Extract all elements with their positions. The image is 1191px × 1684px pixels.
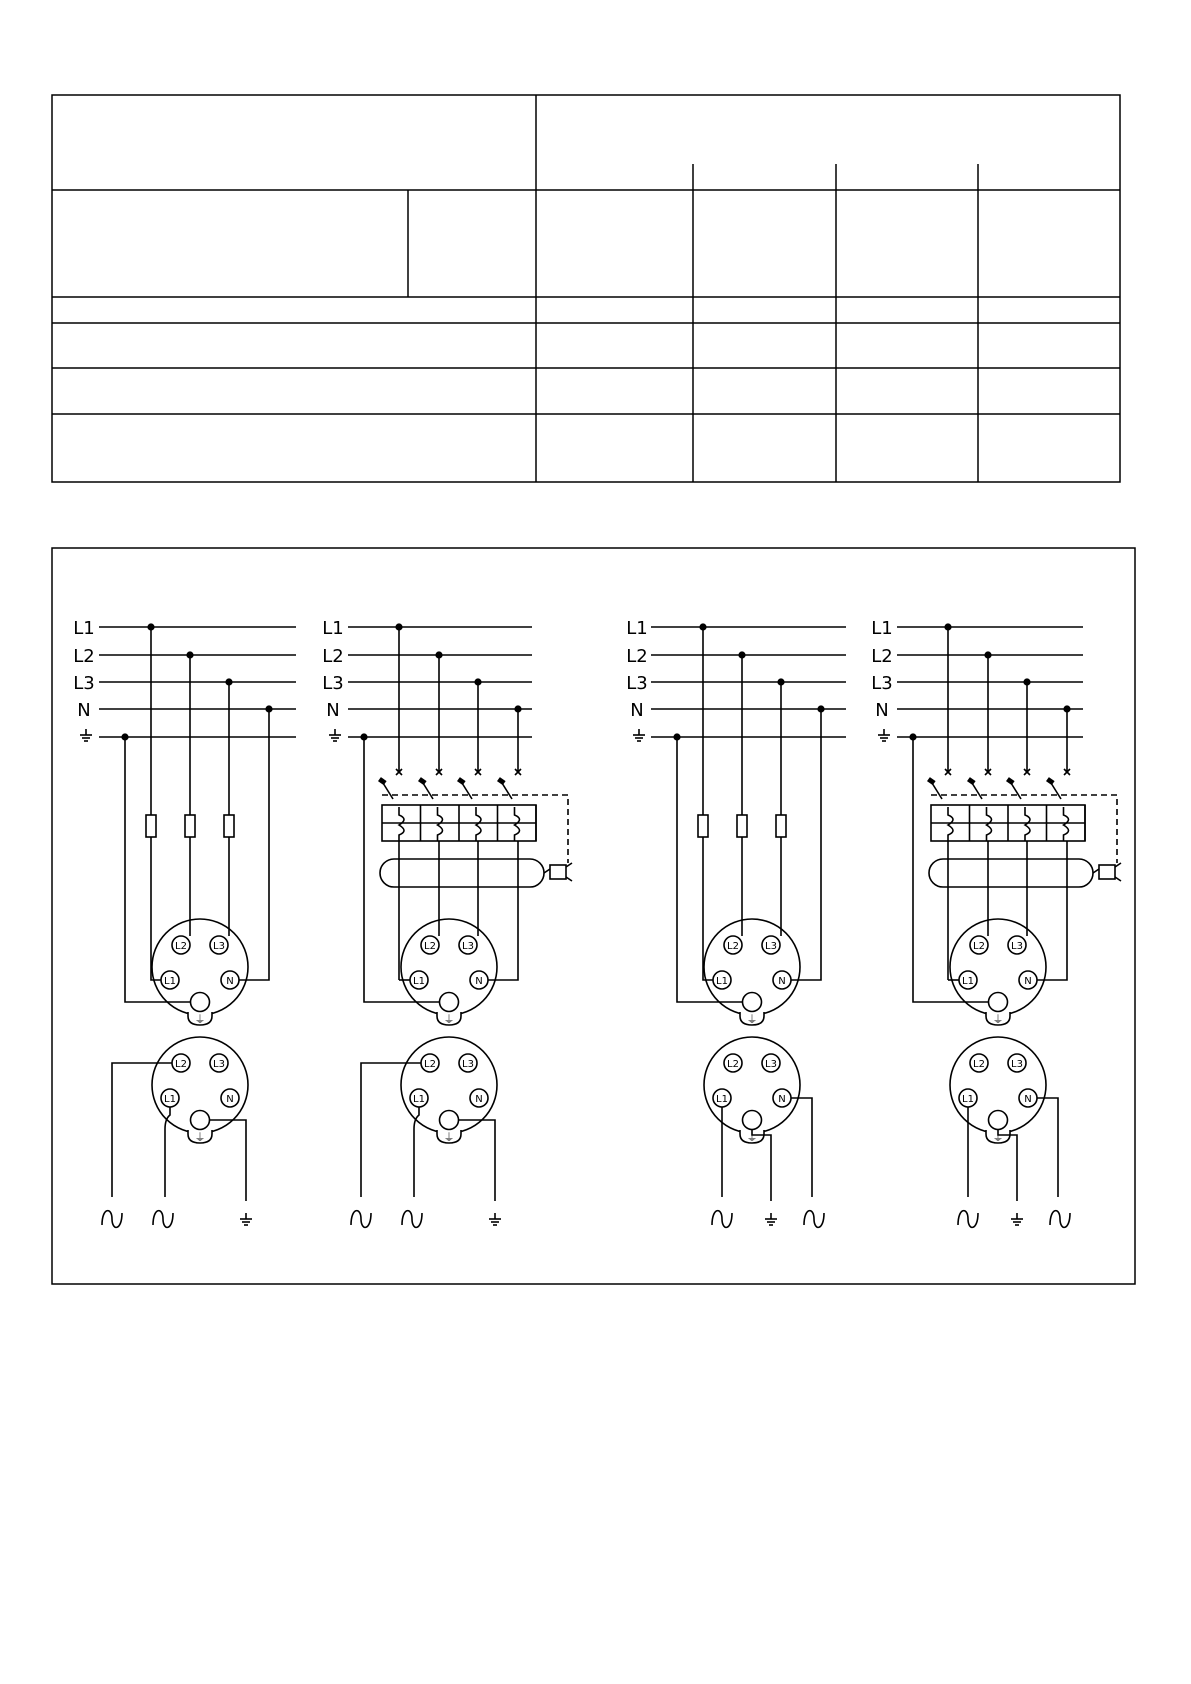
coil-trace: [987, 807, 992, 841]
ac-output-icon: [102, 1211, 122, 1228]
terminal-label: N: [778, 1094, 786, 1105]
ac-output-icon: [1050, 1211, 1070, 1228]
terminal-label: N: [226, 976, 234, 987]
rail-label: L2: [626, 646, 648, 667]
terminal-label: N: [475, 1094, 483, 1105]
fuse: [737, 815, 747, 837]
terminal-label: L1: [716, 1094, 728, 1105]
output-earth-icon: [1011, 1213, 1023, 1225]
current-transformer: [380, 859, 544, 887]
terminal-label: L1: [716, 976, 728, 987]
terminal-label: L3: [1011, 1059, 1023, 1070]
earth-pin-icon: ⏚: [443, 1131, 455, 1144]
rail-label: L1: [871, 618, 893, 639]
terminal-label: L2: [973, 941, 985, 952]
rail-label: L1: [73, 618, 95, 639]
terminal-label: L1: [413, 1094, 425, 1105]
plug: [704, 1037, 800, 1144]
trip-coil: [1099, 865, 1115, 879]
rail-label: N: [875, 700, 889, 721]
terminal-label: L1: [413, 976, 425, 987]
plug: [950, 1037, 1046, 1144]
socket-body: [704, 919, 800, 1015]
switch-blade: [462, 783, 472, 799]
neutral-wire: [239, 709, 269, 980]
ac-output-icon: [958, 1211, 978, 1228]
switch-handle: [457, 777, 466, 785]
terminal-label: L1: [962, 976, 974, 987]
terminal-label: L3: [213, 1059, 225, 1070]
table-frame: [52, 95, 1120, 482]
wiring-diagram-4: [871, 618, 1121, 1227]
terminal-label: L1: [962, 1094, 974, 1105]
ac-output-icon: [153, 1211, 173, 1228]
sine-wave: [102, 1211, 122, 1228]
rail-label: N: [630, 700, 644, 721]
coil-trace: [476, 807, 481, 841]
coil-trace: [948, 807, 953, 841]
socket-body: [950, 919, 1046, 1015]
switch-handle: [967, 777, 976, 785]
terminal-label: N: [778, 976, 786, 987]
coil-trace: [515, 807, 520, 841]
rail-label-earth-icon: [329, 729, 341, 741]
rail-label: L2: [322, 646, 344, 667]
rail-label: L3: [73, 673, 95, 694]
earth-pin-icon: ⏚: [194, 1131, 206, 1144]
rail-label: N: [77, 700, 91, 721]
terminal-label: L2: [175, 941, 187, 952]
terminal-label: L3: [1011, 941, 1023, 952]
output-earth-icon: [489, 1213, 501, 1225]
rail-label: N: [326, 700, 340, 721]
switch-blade: [932, 783, 942, 799]
coil-trace: [438, 807, 443, 841]
socket-body: [152, 919, 248, 1015]
earth-wire: [677, 737, 743, 1002]
neutral-wire: [791, 709, 821, 980]
ac-output-icon: [804, 1211, 824, 1228]
ac-output-icon: [712, 1211, 732, 1228]
terminal-label: L3: [213, 941, 225, 952]
earth-wire: [125, 737, 191, 1002]
terminal-label: L2: [973, 1059, 985, 1070]
coil-trace: [1025, 807, 1030, 841]
output-lead: [361, 1063, 421, 1197]
output-lead: [459, 1120, 496, 1201]
earth-pin-icon: ⏚: [992, 1131, 1004, 1144]
wiring-diagram-1: [73, 618, 296, 1227]
terminal-label: N: [1024, 1094, 1032, 1105]
terminal-label: L1: [164, 1094, 176, 1105]
rail-label: L1: [626, 618, 648, 639]
switch-handle: [927, 777, 936, 785]
switch-handle: [497, 777, 506, 785]
switch-blade: [502, 783, 512, 799]
neutral-wire: [1037, 841, 1067, 980]
wiring-diagram-panel: [51, 547, 1136, 1285]
fuse: [224, 815, 234, 837]
rail-label-earth-icon: [633, 729, 645, 741]
switch-blade: [1011, 783, 1021, 799]
terminal-label: L3: [765, 941, 777, 952]
wiring-diagram-3: [626, 618, 846, 1227]
earth-pin-icon: ⏚: [746, 1131, 758, 1144]
sine-wave: [958, 1211, 978, 1228]
switch-blade: [972, 783, 982, 799]
socket: [401, 919, 497, 1026]
rail-label-earth-icon: [878, 729, 890, 741]
switch-blade: [383, 783, 393, 799]
diagram-frame: [52, 548, 1135, 1284]
switch-handle: [1006, 777, 1015, 785]
socket: [704, 919, 800, 1026]
rail-label: L2: [871, 646, 893, 667]
sine-wave: [153, 1211, 173, 1228]
socket-body: [401, 919, 497, 1015]
terminal-label: N: [226, 1094, 234, 1105]
sine-wave: [402, 1211, 422, 1228]
switch-handle: [1046, 777, 1055, 785]
rail-label-earth-icon: [80, 729, 92, 741]
earth-pin-icon: ⏚: [992, 1013, 1004, 1026]
trip-coil: [550, 865, 566, 879]
earth-pin-icon: ⏚: [746, 1013, 758, 1026]
earth-pin-icon: ⏚: [194, 1013, 206, 1026]
terminal-label: L2: [424, 941, 436, 952]
plug: [152, 1037, 248, 1144]
plug-body: [704, 1037, 800, 1133]
terminal-label: L2: [175, 1059, 187, 1070]
fuse: [146, 815, 156, 837]
wiring-diagram-2: [322, 618, 572, 1227]
terminal-label: L1: [164, 976, 176, 987]
socket: [950, 919, 1046, 1026]
switch-handle: [378, 777, 387, 785]
spec-table: [51, 94, 1121, 483]
terminal-label: L2: [727, 1059, 739, 1070]
ac-output-icon: [351, 1211, 371, 1228]
fuse: [185, 815, 195, 837]
rail-label: L3: [322, 673, 344, 694]
neutral-wire: [488, 841, 518, 980]
output-earth-icon: [765, 1213, 777, 1225]
terminal-label: L3: [462, 1059, 474, 1070]
output-lead: [791, 1098, 812, 1197]
fuse: [698, 815, 708, 837]
plug: [401, 1037, 497, 1144]
rail-label: L2: [73, 646, 95, 667]
sine-wave: [804, 1211, 824, 1228]
output-lead: [210, 1120, 247, 1201]
switch-blade: [1051, 783, 1061, 799]
terminal-label: L2: [424, 1059, 436, 1070]
plug-body: [950, 1037, 1046, 1133]
rail-label: L3: [626, 673, 648, 694]
sine-wave: [712, 1211, 732, 1228]
coil-trace: [399, 807, 404, 841]
output-lead: [1037, 1098, 1058, 1197]
terminal-label: N: [1024, 976, 1032, 987]
terminal-label: L3: [462, 941, 474, 952]
terminal-label: N: [475, 976, 483, 987]
switch-blade: [423, 783, 433, 799]
terminal-label: L3: [765, 1059, 777, 1070]
output-earth-icon: [240, 1213, 252, 1225]
earth-pin-icon: ⏚: [443, 1013, 455, 1026]
coil-trace: [1064, 807, 1069, 841]
rail-label: L3: [871, 673, 893, 694]
rail-label: L1: [322, 618, 344, 639]
output-lead: [112, 1063, 172, 1197]
ac-output-icon: [402, 1211, 422, 1228]
sine-wave: [1050, 1211, 1070, 1228]
fuse: [776, 815, 786, 837]
sine-wave: [351, 1211, 371, 1228]
socket: [152, 919, 248, 1026]
current-transformer: [929, 859, 1093, 887]
switch-handle: [418, 777, 427, 785]
terminal-label: L2: [727, 941, 739, 952]
